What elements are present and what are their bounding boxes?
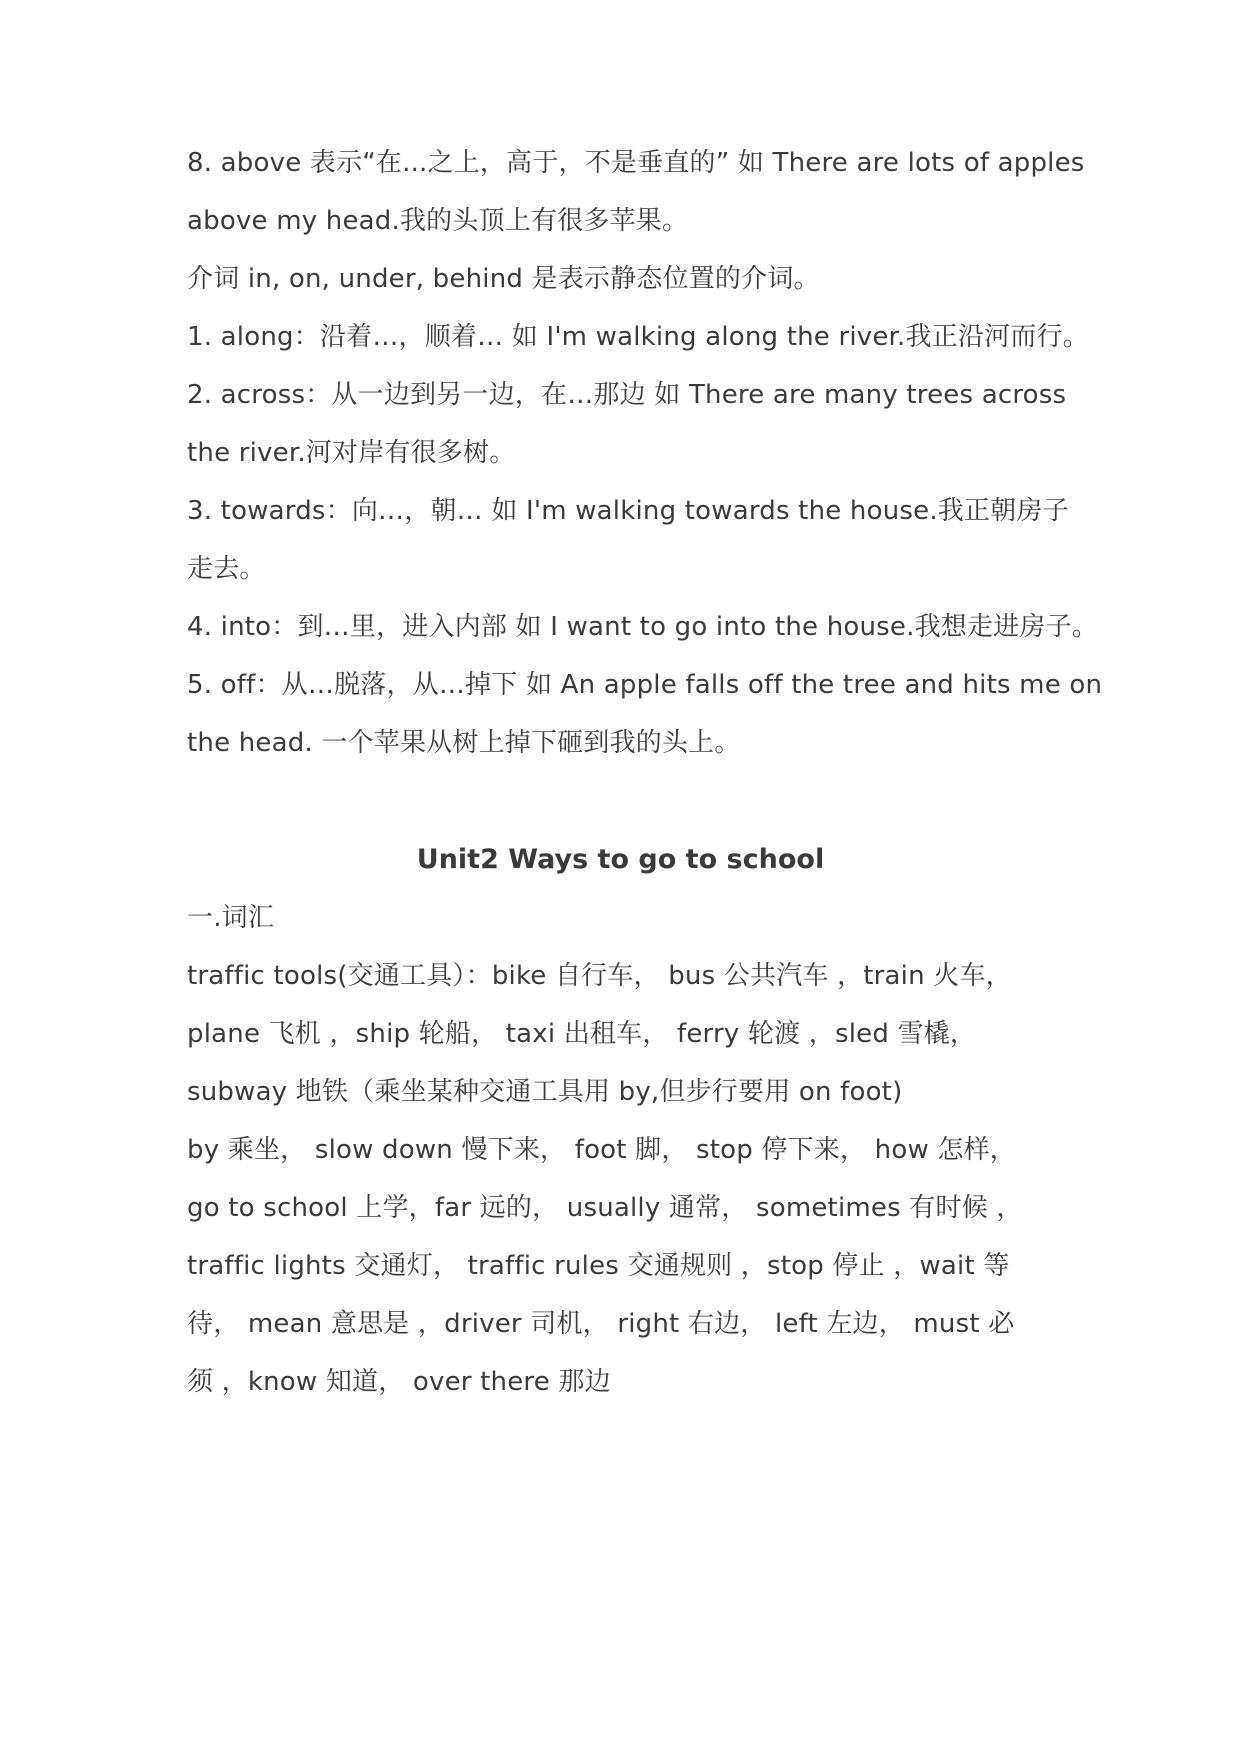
text-line: 1. along：沿着…，顺着… 如 I'm walking along the river.我正沿河而行。 xyxy=(187,322,1089,352)
text-line: 5. off：从…脱落，从…掉下 如 An apple falls off the tree and hits me on xyxy=(187,670,1103,700)
text-line: 须 ，know 知道， over there 那边 xyxy=(187,1367,611,1397)
text-line: 4. into：到…里，进入内部 如 I want to go into the house.我想走进房子。 xyxy=(187,612,1098,642)
section-heading: 一.词汇 xyxy=(187,903,275,933)
text-line: 2. across：从一边到另一边，在…那边 如 There are many trees across xyxy=(187,380,1067,410)
text-line: 待， mean 意思是 ，driver 司机， right 右边， left 左边， must 必 xyxy=(187,1309,1015,1339)
text-line: traffic lights 交通灯， traffic rules 交通规则 ，stop 停止 ，wait 等 xyxy=(187,1251,1010,1281)
text-line: 8. above 表示“在...之上，高于，不是垂直的” 如 There are lots of apples xyxy=(187,148,1085,178)
text-line: 走去。 xyxy=(187,554,266,584)
text-line: above my head.我的头顶上有很多苹果。 xyxy=(187,206,689,236)
unit-title: Unit2 Ways to go to school xyxy=(416,844,825,875)
text-line: 3. towards：向…，朝… 如 I'm walking towards the house.我正朝房子 xyxy=(187,496,1069,526)
text-line: by 乘坐， slow down 慢下来， foot 脚， stop 停下来， how 怎样， xyxy=(187,1135,1016,1165)
text-line: the head. 一个苹果从树上掉下砸到我的头上。 xyxy=(187,728,741,758)
text-line: the river.河对岸有很多树。 xyxy=(187,438,516,468)
text-line: 介词 in, on, under, behind 是表示静态位置的介词。 xyxy=(187,264,820,294)
text-line: traffic tools(交通工具）：bike 自行车， bus 公共汽车 ，train 火车， xyxy=(187,961,1012,991)
text-line: plane 飞机 ，ship 轮船， taxi 出租车， ferry 轮渡 ，sled 雪橇， xyxy=(187,1019,977,1049)
text-line: subway 地铁（乘坐某种交通工具用 by,但步行要用 on foot) xyxy=(187,1077,903,1107)
text-line: go to school 上学，far 远的， usually 通常， sometimes 有时候 ， xyxy=(187,1193,1023,1223)
